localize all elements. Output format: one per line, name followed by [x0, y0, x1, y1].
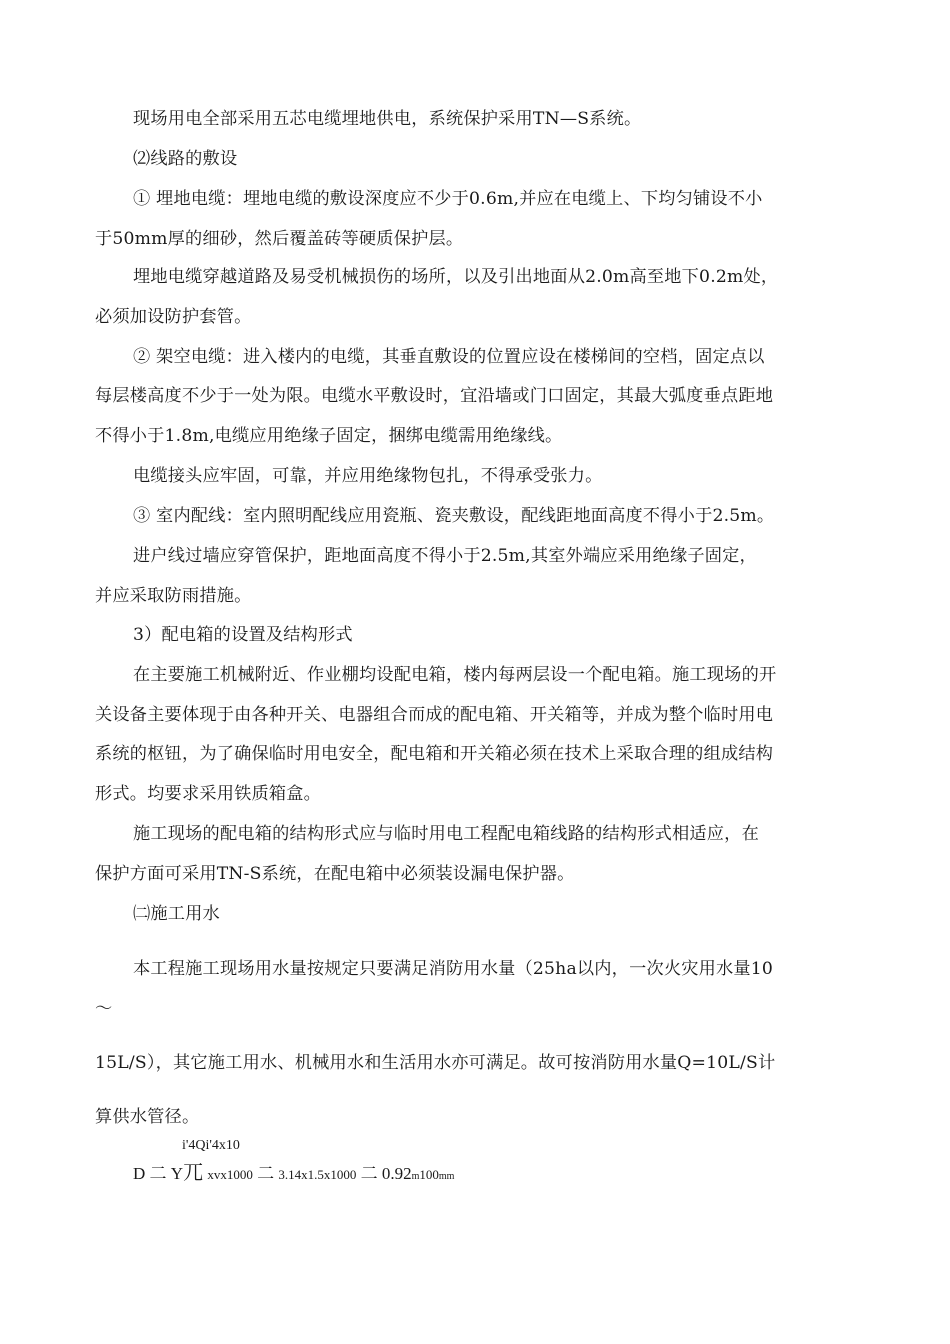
- paragraph-power-supply: 现场用电全部采用五芯电缆埋地供电，系统保护采用TN—S系统。: [133, 109, 642, 129]
- paragraph-entry-line-2: 并应采取防雨措施。: [95, 586, 252, 606]
- paragraph-cable-crossing-2: 必须加设防护套管。: [95, 307, 252, 327]
- paragraph-water-demand-4: 算供水管径。: [95, 1107, 200, 1127]
- formula-value-2: 100: [419, 1167, 439, 1182]
- paragraph-indoor-wiring: ③ 室内配线：室内照明配线应用瓷瓶、瓷夹敷设，配线距地面高度不得小于2.5m。: [133, 506, 775, 526]
- paragraph-cable-crossing-1: 埋地电缆穿越道路及易受机械损伤的场所，以及引出地面从2.0m高至地下0.2m处，: [133, 267, 779, 287]
- formula-unit-m: m: [411, 1171, 420, 1182]
- formula-equals-2: 二: [257, 1164, 275, 1183]
- paragraph-distribution-box-2: 关设备主要体现于由各种开关、电器组合而成的配电箱、开关箱等，并成为整个临时用电: [95, 705, 774, 725]
- paragraph-overhead-cable-1: ② 架空电缆：进入楼内的电缆，其垂直敷设的位置应设在楼梯间的空档，固定点以: [133, 347, 765, 367]
- formula-unit-mm: mm: [438, 1171, 455, 1182]
- paragraph-water-demand-3: 15L/S），其它施工用水、机械用水和生活用水亦可满足。故可按消防用水量Q=10L/S计: [95, 1053, 776, 1073]
- paragraph-entry-line-1: 进户线过墙应穿管保护，距地面高度不得小于2.5m,其室外端应采用绝缘子固定，: [133, 546, 757, 566]
- formula-d: D: [133, 1164, 146, 1183]
- heading-distribution-box: 3）配电箱的设置及结构形式: [133, 625, 353, 645]
- heading-line-laying: ⑵线路的敷设: [133, 149, 238, 169]
- paragraph-overhead-cable-2: 每层楼高度不少于一处为限。电缆水平敷设时，宜沿墙或门口固定，其最大弧度垂点距地: [95, 386, 774, 406]
- formula-sqrt-y: Y: [170, 1164, 184, 1183]
- paragraph-buried-cable-2: 于50mm厚的细砂，然后覆盖砖等硬质保护层。: [95, 229, 464, 249]
- paragraph-distribution-box-1: 在主要施工机械附近、作业棚均设配电箱，楼内每两层设一个配电箱。施工现场的开: [133, 665, 777, 685]
- paragraph-buried-cable-1: ① 埋地电缆：埋地电缆的敷设深度应不少于0.6m,并应在电缆上、下均匀铺设不小: [133, 189, 763, 209]
- formula-denominator: xvx1000: [207, 1167, 253, 1182]
- paragraph-distribution-box-3: 系统的枢钮，为了确保临时用电安全，配电箱和开关箱必须在技术上采取合理的组成结构: [95, 744, 774, 764]
- formula-numerator: i'4Qi'4x10: [182, 1138, 240, 1153]
- pipe-diameter-formula: [133, 1160, 454, 1190]
- paragraph-box-structure-2: 保护方面可采用TN-S系统，在配电箱中必须装设漏电保护器。: [95, 864, 575, 884]
- heading-construction-water: ㈡施工用水: [133, 904, 220, 924]
- paragraph-distribution-box-4: 形式。均要求采用铁质箱盒。: [95, 784, 322, 804]
- formula-equals-3: 二: [360, 1164, 378, 1183]
- formula-expression: 3.14x1.5x1000: [278, 1167, 357, 1182]
- paragraph-water-demand-1: 本工程施工现场用水量按规定只要满足消防用水量（25ha以内，一次火灾用水量10: [133, 959, 774, 979]
- formula-pi: 兀: [183, 1162, 204, 1184]
- formula-equals-1: 二: [149, 1164, 167, 1183]
- paragraph-cable-joint: 电缆接头应牢固，可靠，并应用绝缘物包扎，不得承受张力。: [133, 466, 603, 486]
- paragraph-box-structure-1: 施工现场的配电箱的结构形式应与临时用电工程配电箱线路的结构形式相适应，在: [133, 824, 759, 844]
- paragraph-overhead-cable-3: 不得小于1.8m,电缆应用绝缘子固定，捆绑电缆需用绝缘线。: [95, 426, 563, 446]
- paragraph-water-demand-2: 〜: [95, 999, 113, 1019]
- formula-value: 0.92: [381, 1164, 412, 1183]
